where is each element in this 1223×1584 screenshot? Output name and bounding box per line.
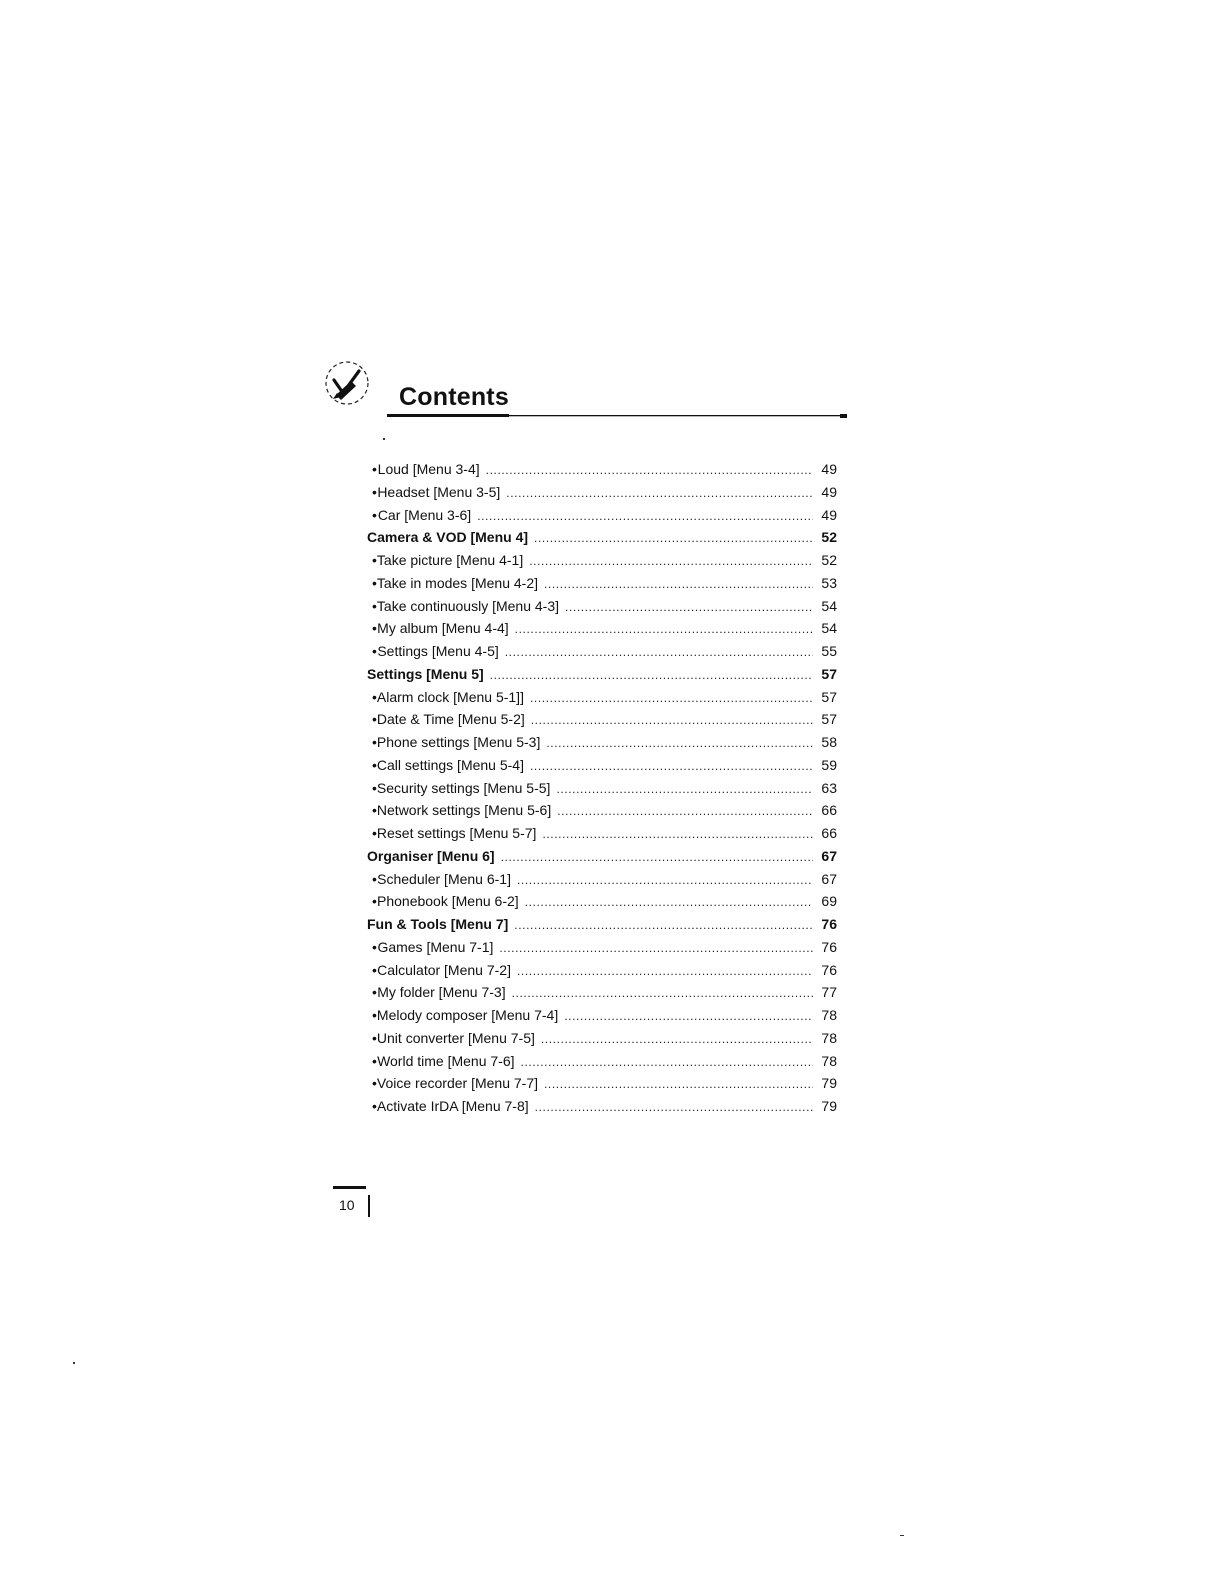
- bullet-icon: •: [372, 1029, 377, 1046]
- folio-bar: [333, 1186, 366, 1189]
- bullet-icon: •: [372, 893, 377, 910]
- toc-page-number: 77: [821, 984, 837, 1001]
- toc-entry: [367, 708, 837, 731]
- toc-page-number: 78: [821, 1029, 837, 1046]
- speck-mark: [900, 1535, 904, 1536]
- bullet-icon: •: [372, 756, 377, 773]
- toc-page-number: 79: [821, 1098, 837, 1114]
- toc-page-number: 49: [821, 483, 837, 500]
- toc-entry-label: Take continuously [Menu 4-3]: [376, 597, 560, 614]
- dot-leader: [506, 482, 813, 505]
- toc-page-number: 78: [821, 1052, 837, 1069]
- bullet-icon: •: [372, 938, 377, 955]
- toc-entry: [367, 1095, 837, 1118]
- toc-page-number: 67: [821, 870, 837, 887]
- toc-page-number: 49: [821, 506, 837, 523]
- dot-leader: [512, 982, 813, 1005]
- bullet-icon: •: [372, 620, 377, 637]
- speck-mark: [73, 1362, 75, 1364]
- bullet-icon: •: [372, 1052, 377, 1069]
- bullet-icon: •: [372, 688, 377, 705]
- toc-page-number: 63: [821, 779, 837, 796]
- toc-page-number: 59: [821, 756, 837, 773]
- toc-page-number: 49: [821, 461, 837, 477]
- bullet-icon: •: [372, 574, 377, 591]
- bullet-icon: •: [372, 643, 377, 659]
- toc-entry-label: Phone settings [Menu 5-3]: [376, 734, 541, 750]
- toc-entry-label: Activate IrDA [Menu 7-8]: [376, 1098, 529, 1114]
- speck-mark: [383, 438, 385, 440]
- bullet-icon: •: [372, 802, 377, 819]
- toc-entry: [367, 936, 837, 959]
- toc-entry: [367, 458, 837, 481]
- toc-entry-label: Settings [Menu 5]: [367, 665, 484, 682]
- toc-entry-label: Camera & VOD [Menu 4]: [367, 529, 529, 546]
- title-underline: [387, 414, 847, 419]
- dot-leader: [544, 1073, 813, 1096]
- toc-entry: [367, 890, 837, 913]
- toc-page-number: 79: [821, 1075, 837, 1092]
- bullet-icon: •: [372, 1007, 377, 1023]
- toc-entry: [367, 1004, 837, 1027]
- dot-leader: [541, 1028, 813, 1051]
- table-of-contents: [367, 458, 837, 1118]
- dot-leader: [544, 573, 813, 596]
- dot-leader: [486, 459, 813, 482]
- toc-entry-label: Organiser [Menu 6]: [367, 847, 495, 864]
- toc-entry-label: Melody composer [Menu 7-4]: [376, 1007, 559, 1023]
- dot-leader: [530, 755, 813, 778]
- toc-entry: [367, 572, 837, 595]
- toc-entry-label: World time [Menu 7-6]: [377, 1052, 515, 1069]
- toc-entry: [367, 799, 837, 822]
- toc-entry-label: Car [Menu 3-6]: [377, 506, 472, 523]
- dot-leader: [530, 687, 813, 710]
- toc-entry-label: Date & Time [Menu 5-2]: [376, 711, 525, 728]
- folio-tick: [368, 1195, 370, 1217]
- toc-entry: [367, 686, 837, 709]
- dot-leader: [490, 664, 813, 687]
- toc-page-number: 53: [821, 574, 837, 591]
- dot-leader: [525, 891, 813, 914]
- toc-entry-label: Take in modes [Menu 4-2]: [376, 574, 538, 591]
- toc-entry: [367, 959, 837, 982]
- toc-entry-label: Voice recorder [Menu 7-7]: [376, 1075, 538, 1092]
- dot-leader: [514, 914, 813, 937]
- pen-check-icon: [321, 357, 373, 409]
- dot-leader: [517, 960, 813, 983]
- dot-leader: [546, 732, 813, 755]
- toc-entry: [367, 1027, 837, 1050]
- toc-section-heading: [367, 663, 837, 686]
- toc-entry-label: My folder [Menu 7-3]: [377, 984, 506, 1001]
- bullet-icon: •: [372, 461, 377, 477]
- bullet-icon: •: [372, 779, 377, 796]
- toc-entry: [367, 640, 837, 663]
- bullet-icon: •: [372, 1098, 377, 1114]
- toc-page-number: 76: [821, 938, 837, 955]
- dot-leader: [556, 778, 813, 801]
- toc-section-heading: [367, 913, 837, 936]
- toc-entry-label: Network settings [Menu 5-6]: [376, 802, 552, 819]
- dot-leader: [499, 937, 813, 960]
- dot-leader: [535, 1096, 813, 1119]
- page-title: Contents: [399, 383, 509, 411]
- toc-entry: [367, 981, 837, 1004]
- toc-entry-label: Fun & Tools [Menu 7]: [367, 916, 509, 932]
- toc-page-number: 57: [821, 688, 837, 705]
- dot-leader: [517, 869, 813, 892]
- toc-page-number: 66: [821, 825, 837, 841]
- bullet-icon: •: [372, 506, 377, 523]
- toc-entry-label: Security settings [Menu 5-5]: [376, 779, 551, 796]
- toc-entry-label: Reset settings [Menu 5-7]: [376, 825, 537, 841]
- toc-entry-label: Phonebook [Menu 6-2]: [377, 893, 519, 910]
- bullet-icon: •: [372, 870, 377, 887]
- toc-entry: [367, 822, 837, 845]
- toc-page-number: 76: [821, 916, 837, 932]
- bullet-icon: •: [372, 483, 377, 500]
- dot-leader: [521, 1051, 813, 1074]
- bullet-icon: •: [372, 552, 377, 568]
- page-folio: [333, 1186, 373, 1216]
- toc-entry: [367, 1072, 837, 1095]
- toc-page-number: 76: [821, 961, 837, 978]
- toc-page-number: 78: [821, 1007, 837, 1023]
- toc-page-number: 57: [821, 711, 837, 728]
- toc-page-number: 69: [821, 893, 837, 910]
- toc-entry-label: Headset [Menu 3-5]: [377, 483, 501, 500]
- toc-page-number: 58: [821, 734, 837, 750]
- bullet-icon: •: [372, 961, 377, 978]
- bullet-icon: •: [372, 1075, 377, 1092]
- dot-leader: [505, 641, 813, 664]
- toc-entry-label: Alarm clock [Menu 5-1]]: [376, 688, 524, 705]
- toc-entry: [367, 754, 837, 777]
- toc-entry: [367, 481, 837, 504]
- dot-leader: [542, 823, 813, 846]
- bullet-icon: •: [372, 825, 377, 841]
- toc-entry-label: Loud [Menu 3-4]: [377, 461, 480, 477]
- dot-leader: [534, 527, 813, 550]
- toc-page-number: 66: [821, 802, 837, 819]
- toc-entry-label: Take picture [Menu 4-1]: [376, 552, 524, 568]
- dot-leader: [565, 596, 813, 619]
- toc-entry: [367, 549, 837, 572]
- toc-page-number: 55: [821, 643, 837, 659]
- toc-section-heading: [367, 526, 837, 549]
- toc-entry-label: Settings [Menu 4-5]: [377, 643, 499, 659]
- toc-entry: [367, 504, 837, 527]
- toc-entry: [367, 617, 837, 640]
- toc-page-number: 67: [821, 847, 837, 864]
- toc-entry: [367, 731, 837, 754]
- dot-leader: [515, 618, 813, 641]
- toc-entry-label: Games [Menu 7-1]: [377, 938, 494, 955]
- toc-entry: [367, 868, 837, 891]
- toc-entry-label: Call settings [Menu 5-4]: [376, 756, 524, 773]
- toc-page-number: 57: [821, 665, 837, 682]
- dot-leader: [477, 505, 813, 528]
- bullet-icon: •: [372, 711, 377, 728]
- dot-leader: [501, 846, 813, 869]
- bullet-icon: •: [372, 734, 377, 750]
- toc-page-number: 52: [821, 529, 837, 546]
- toc-entry: [367, 595, 837, 618]
- bullet-icon: •: [372, 984, 377, 1001]
- dot-leader: [529, 550, 813, 573]
- dot-leader: [564, 1005, 813, 1028]
- toc-entry-label: Calculator [Menu 7-2]: [377, 961, 511, 978]
- toc-page-number: 54: [821, 597, 837, 614]
- toc-entry-label: Scheduler [Menu 6-1]: [377, 870, 511, 887]
- page-number: 10: [339, 1197, 355, 1213]
- dot-leader: [557, 800, 813, 823]
- toc-page-number: 52: [821, 552, 837, 568]
- toc-entry: [367, 777, 837, 800]
- bullet-icon: •: [372, 597, 377, 614]
- toc-section-heading: [367, 845, 837, 868]
- dot-leader: [531, 709, 813, 732]
- toc-page-number: 54: [821, 620, 837, 637]
- toc-entry-label: My album [Menu 4-4]: [377, 620, 509, 637]
- toc-entry: [367, 1050, 837, 1073]
- toc-entry-label: Unit converter [Menu 7-5]: [376, 1029, 535, 1046]
